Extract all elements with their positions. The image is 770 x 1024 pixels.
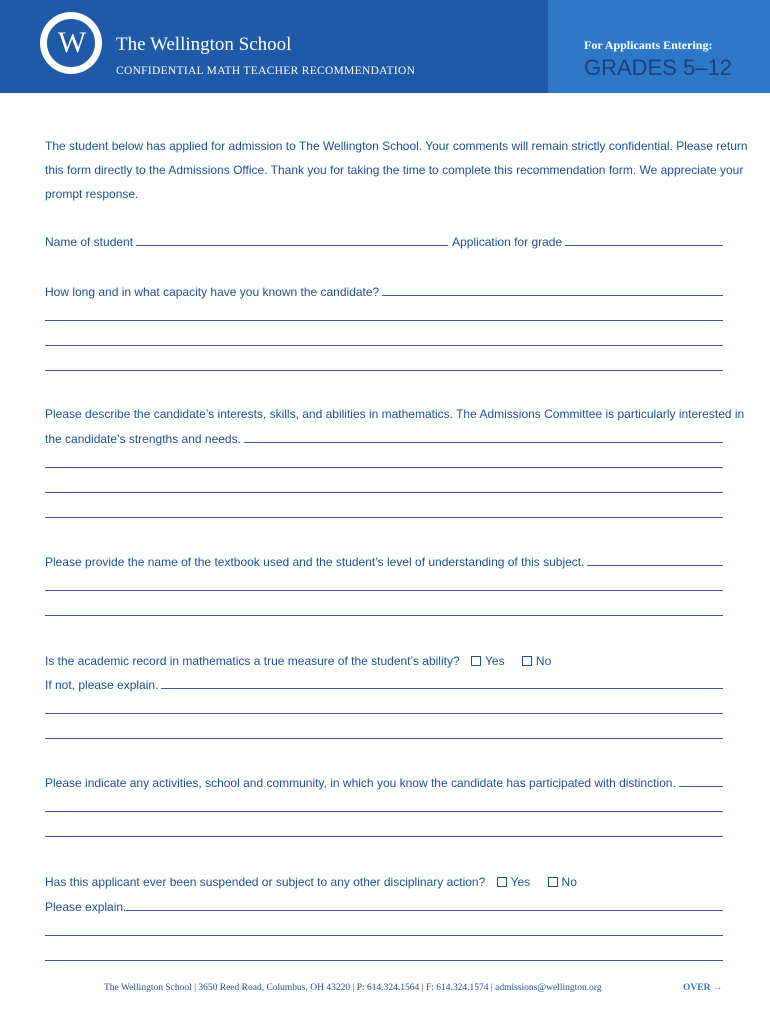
record-no-checkbox[interactable] [522, 656, 532, 666]
student-name-label: Name of student [45, 235, 134, 249]
seal-letter: W [57, 26, 87, 59]
activities-field[interactable] [679, 786, 723, 787]
record-yes-checkbox[interactable] [471, 656, 481, 666]
suspended-question-row [45, 875, 577, 889]
please-explain-line[interactable] [45, 960, 723, 961]
describe-label-line-2: the candidate’s strengths and needs. [45, 432, 241, 446]
describe-label-line-1: Please describe the candidate’s interests, skills, and abilities in mathematics. The Admissions Committee is particularly interested in [45, 407, 745, 421]
footer-contact: The Wellington School | 3650 Reed Road, Columbus, OH 43220 | P: 614.324.1564 | F: 614.324.1574 | admissions@wellington.org [104, 983, 602, 993]
entering-label: For Applicants Entering: [584, 38, 713, 52]
please-explain-field[interactable] [126, 910, 723, 911]
textbook-label: Please provide the name of the textbook used and the student’s level of understanding of this subject. [45, 555, 585, 569]
record-question-row [45, 654, 551, 668]
if-not-line[interactable] [45, 713, 723, 714]
describe-field[interactable] [244, 442, 723, 443]
capacity-field[interactable] [382, 295, 723, 296]
describe-row [45, 432, 723, 446]
grade-field[interactable] [565, 245, 723, 246]
record-question: Is the academic record in mathematics a true measure of the student’s ability? [45, 654, 460, 668]
capacity-row [45, 285, 723, 299]
textbook-field[interactable] [587, 565, 723, 566]
capacity-line[interactable] [45, 320, 723, 321]
activities-line[interactable] [45, 836, 723, 837]
suspended-no-checkbox[interactable] [548, 877, 558, 887]
if-not-field[interactable] [161, 688, 723, 689]
please-explain-label: Please explain. [45, 900, 127, 914]
if-not-line[interactable] [45, 738, 723, 739]
header-banner [0, 0, 770, 93]
grades-label: GRADES 5–12 [584, 55, 732, 80]
textbook-line[interactable] [45, 615, 723, 616]
record-yes-label: Yes [485, 654, 505, 668]
activities-label: Please indicate any activities, school and community, in which you know the candidate has participated with distinction. [45, 776, 676, 790]
school-name: The Wellington School [116, 34, 292, 55]
intro-line-1: The student below has applied for admission to The Wellington School. Your comments will remain strictly confidential. Please return [45, 139, 748, 153]
student-name-field[interactable] [136, 245, 448, 246]
suspended-yes-checkbox[interactable] [497, 877, 507, 887]
form-title: CONFIDENTIAL MATH TEACHER RECOMMENDATION [116, 65, 416, 77]
if-not-row [45, 678, 723, 692]
textbook-row [45, 555, 723, 569]
capacity-line[interactable] [45, 345, 723, 346]
describe-line[interactable] [45, 517, 723, 518]
over-link[interactable]: OVER → [683, 983, 723, 993]
capacity-line[interactable] [45, 370, 723, 371]
describe-line[interactable] [45, 492, 723, 493]
suspended-yes-label: Yes [510, 875, 531, 889]
student-name-row [45, 235, 723, 249]
capacity-label: How long and in what capacity have you known the candidate? [45, 285, 380, 299]
please-explain-row [45, 900, 723, 914]
if-not-label: If not, please explain. [45, 678, 159, 692]
suspended-question: Has this applicant ever been suspended or subject to any other disciplinary action? [45, 875, 486, 889]
describe-line[interactable] [45, 467, 723, 468]
activities-row [45, 776, 723, 790]
grade-label: Application for grade [452, 235, 563, 249]
intro-line-3: prompt response. [45, 187, 139, 201]
suspended-no-label: No [561, 875, 577, 889]
activities-line[interactable] [45, 811, 723, 812]
please-explain-line[interactable] [45, 935, 723, 936]
school-seal-logo [40, 12, 102, 74]
record-no-label: No [535, 654, 552, 668]
textbook-line[interactable] [45, 590, 723, 591]
intro-line-2: this form directly to the Admissions Office. Thank you for taking the time to complete this recommendation form. We appreciate your [45, 163, 744, 177]
